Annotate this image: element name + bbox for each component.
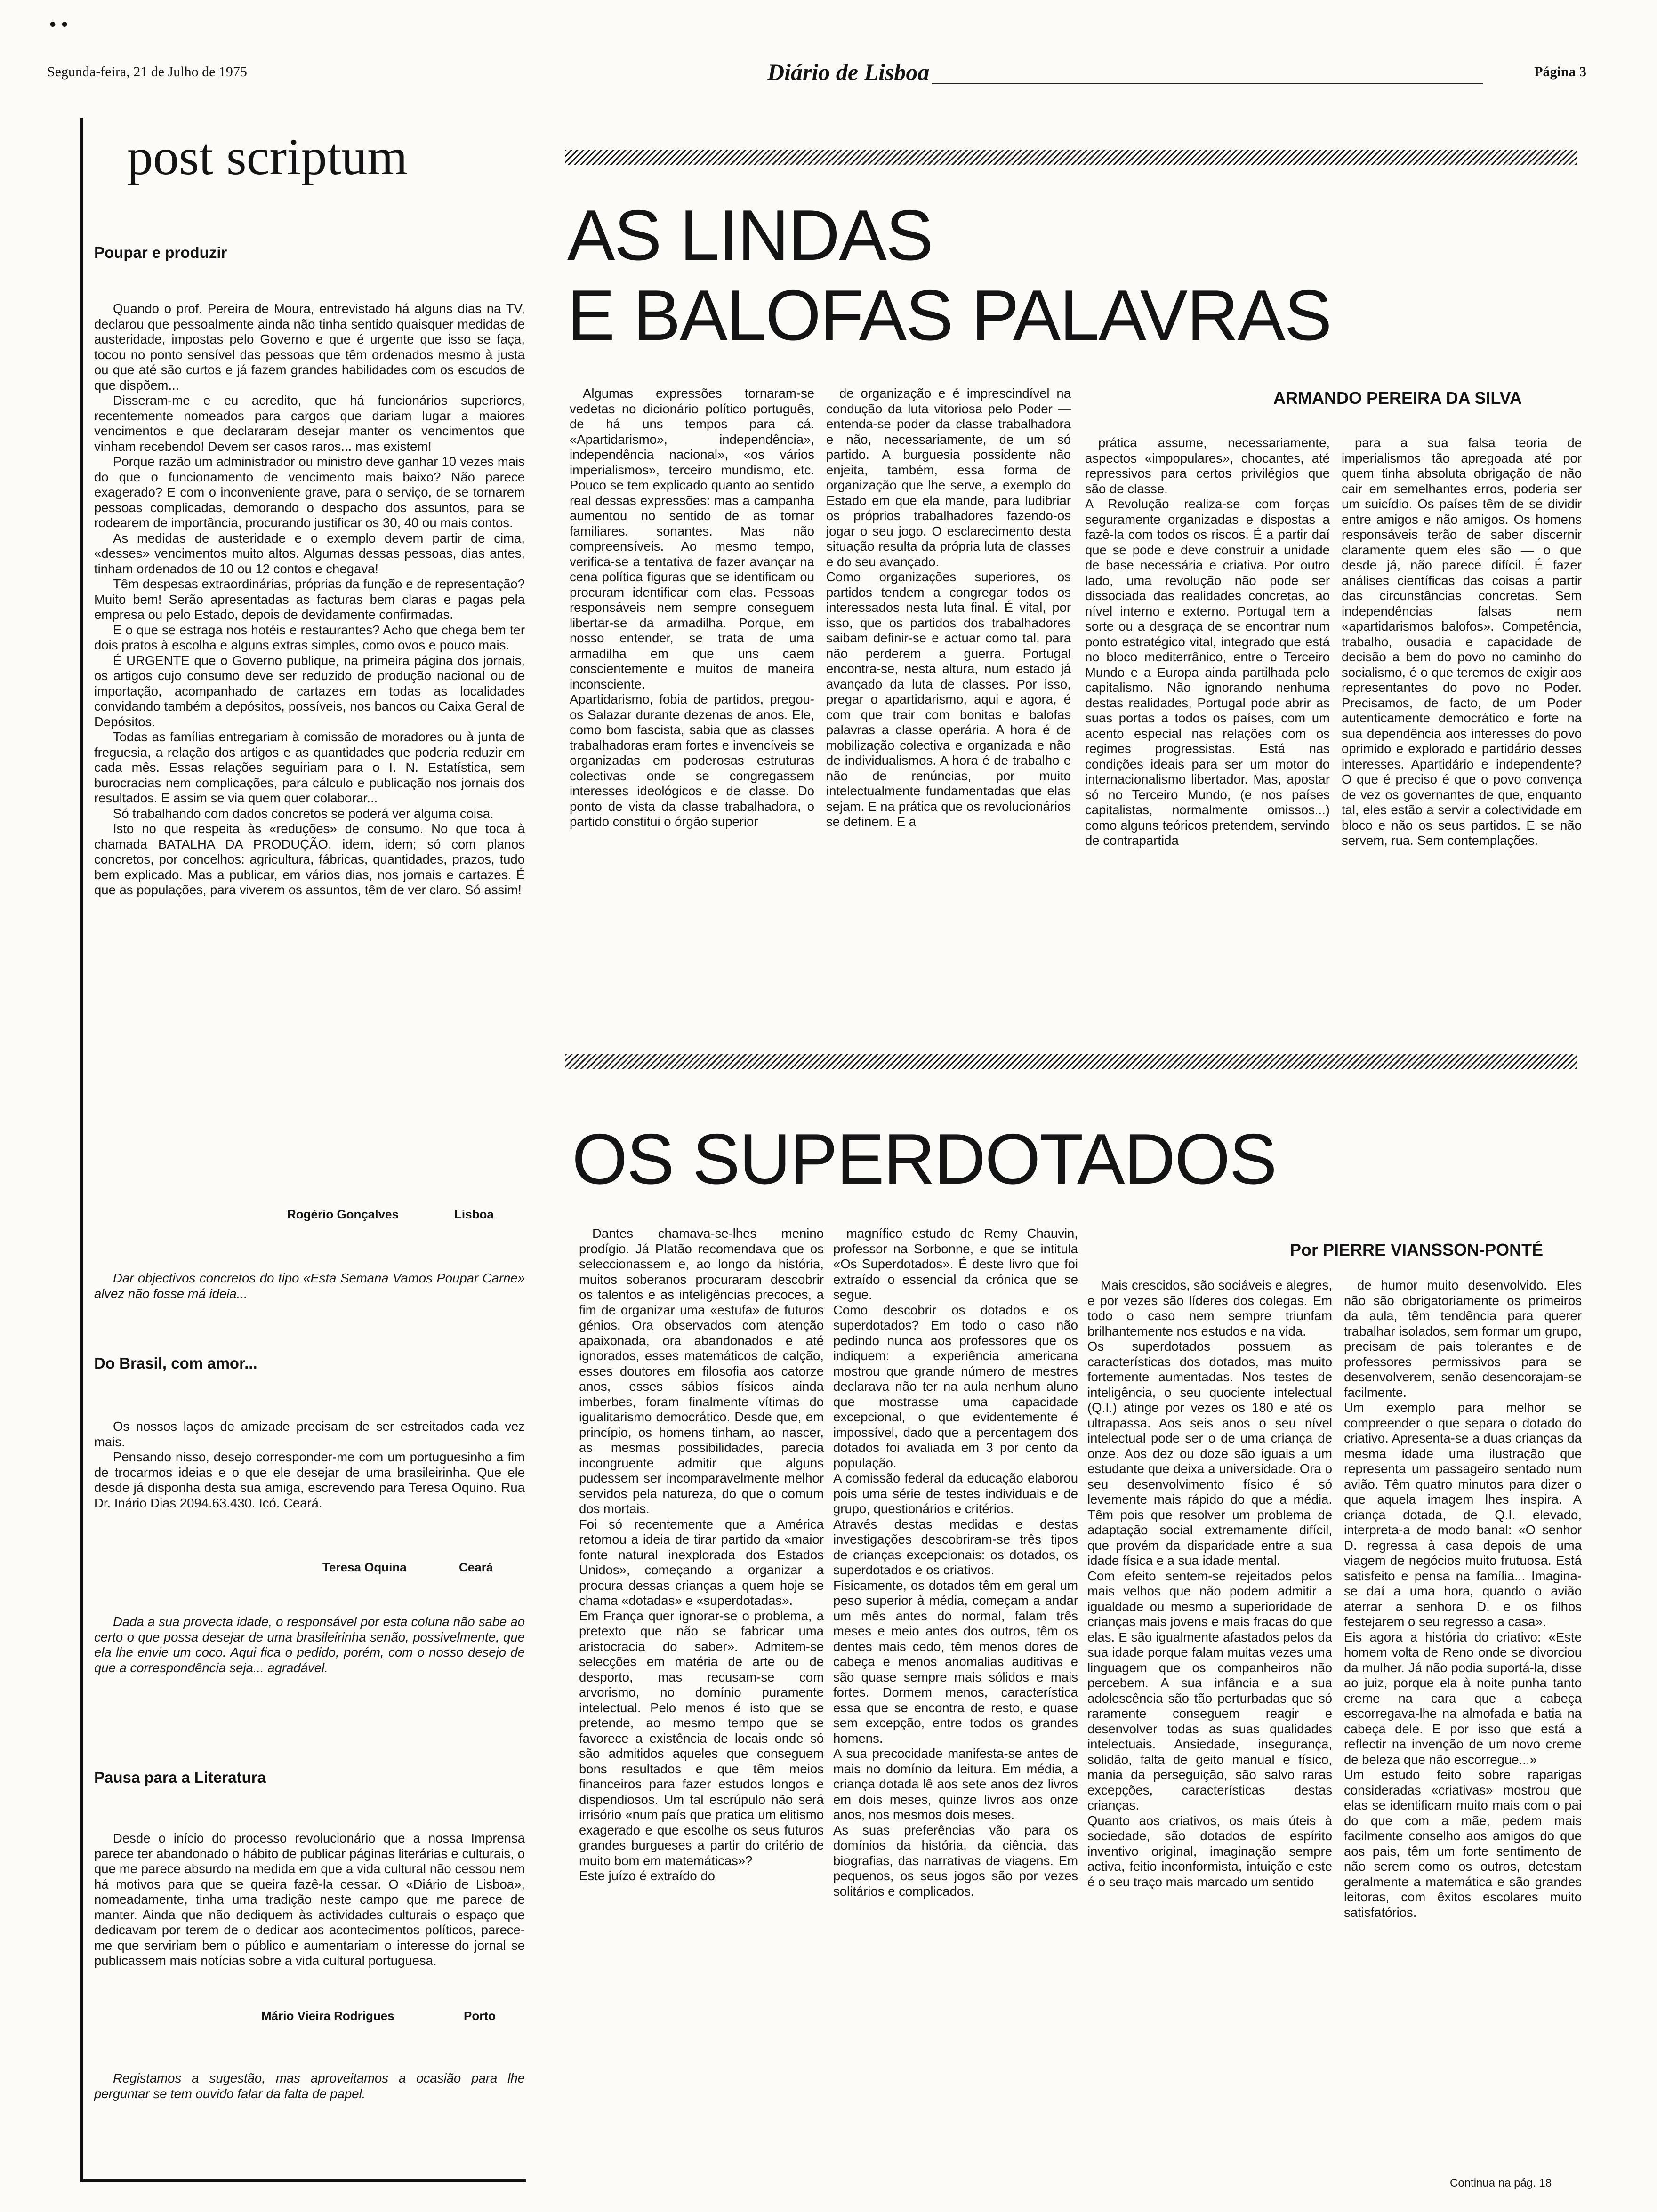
letter1-paragraph: E o que se estraga nos hotéis e restaurantes? Acho que chega bem ter dois pratos à escolha e alguns extras simples, como ovos e pouco mais. [94, 622, 525, 652]
continued-note: Continua na pág. 18 [1450, 2177, 1552, 2189]
article1-column-4 [1342, 435, 1582, 1042]
article2-column-4-text: de humor muito desenvolvido. Eles não são obrigatoriamente os primeiros da aula, têm tendência para querer trabalhar isolados, sem formar um grupo, precisam de pais tolerantes e de professores permissivos para se desenvolverem, senão desencorajam-se facilmente. Um exemplo para melhor se compreender o que separa o dotado do criativo. Apresenta-se a duas crianças da mesma idade uma ilustração que representa um passageiro sentado num avião. Têm quatro minutos para dizer o que aquela imagem lhes inspira. A criança dotada, de Q.I. elevado, interpreta-a de modo banal: «O senhor D. regressa à casa depois de uma viagem de negócios muito frutuosa. Está satisfeito e pensa na família... Imagina-se daí a uma hora, quando o avião aterrar a senhora D. e os filhos festejarem o seu regresso a casa». Eis agora a história do criativo: «Este homem volta de Reno onde se divorciou da mulher. Já não podia suportá-la, disse ao juiz, porque ela à noite punha tanto creme na cara que a cabeça escorregava-lhe na almofada e batia na cabeça dele. E por isso que está a reflectir na invenção de um novo creme de beleza que não escorregue...» Um estudo feito sobre raparigas consideradas «criativas» mostrou que elas se identificam muito mais com o pai do que com a mãe, pedem mais facilmente conselho aos amigos do que aos pais, têm um forte sentimento de não serem como os outros, detestam geralmente a matemática e são grandes leitoras, com êxitos escolares muito satisfatórios. [1344, 1278, 1582, 1920]
letter1-paragraph: Todas as famílias entregariam à comissão de moradores ou à junta de freguesia, a relação dos artigos e as quantidades que poderia reduzir em cada mês. Essas relações seguiriam para o I. N. Estatística, sem burocracias nem complicações, para cálculo e publicação nos jornais dos resultados. E assim se via quem quer colaborar... [94, 729, 525, 805]
article2-column-1-text: Dantes chamava-se-lhes menino prodígio. Já Platão recomendava que os seleccionassem e, ao longo da história, muitos soberanos procuraram descobrir os talentos e as inteligências precoces, a fim de organizar uma «estufa» de futuros génios. Ora observados com atenção apaixonada, ora abandonados e até ignorados, esses matemáticos de calção, esses doutores em filosofia aos catorze anos, esses sábios físicos ainda imberbes, foram finalmente vítimas do igualitarismo democrático. Desde que, em princípio, os homens tinham, ao nascer, as mesmas possibilidades, parecia incongruente admitir que alguns pudessem ser incomparavelmente melhor servidos pela natureza, do que o comum dos mortais. Foi só recentemente que a América retomou a ideia de tirar partido da «maior fonte natural inexplorada dos Estados Unidos», começando a organizar a procura dessas crianças a quem hoje se chama «dotadas» e «superdotadas». Em França quer ignorar-se o problema, a pretexto que não se fabricar uma aristocracia do saber». Admitem-se selecções em matéria de arte ou de desporto, mas recusam-se com arvorismo, no domínio puramente intelectual. Pelo menos é isto que se pretende, ao mesmo tempo que se favorece a existência de locais onde só são admitidos aqueles que conseguem bons resultados e que têm meios financeiros para fazer estudos longos e dispendiosos. Um tal escrúpulo não será irrisório «num país que pratica um elitismo exagerado e que escolhe os seus futuros grandes burgueses a partir do critério de muito bom em matemáticas»? Este juízo é extraído do [579, 1226, 824, 1883]
letter1-paragraph: Isto no que respeita às «reduções» de consumo. No que toca à chamada BATALHA DA PRODUÇÃO, idem, idem; só com planos concretos, por concelhos: agricultura, fábricas, quantidades, prazos, tudo bem explicado. Mas a publicar, em vários dias, nos jornais e cartazes. É que as populações, para viverem os assuntos, têm de ver claro. Só assim! [94, 821, 525, 897]
hatched-band-top [565, 150, 1577, 165]
article1-headline-line1: AS LINDAS [567, 195, 933, 275]
letter2-body [94, 1419, 525, 1511]
article1-column-3 [1085, 435, 1330, 1042]
article1-author: ARMANDO PEREIRA DA SILVA [1273, 388, 1522, 408]
letter1-reply [94, 1271, 525, 1301]
letter1-reply-text: Dar objectivos concretos do tipo «Esta Semana Vamos Poupar Carne» alvez não fosse má ideia... [94, 1271, 525, 1301]
masthead [47, 61, 1586, 89]
article2-author: Por PIERRE VIANSSON-PONTÉ [1290, 1240, 1544, 1259]
letter1-paragraph: Porque razão um administrador ou ministro deve ganhar 10 vezes mais do que o funcionamento de vencimento mais baixo? Não parece exagerado? E com o inconveniente grave, para o serviço, de se tornarem pessoas complicadas, demorando o despacho dos assuntos, para se rodearem de importância, procurando justificar os 30, 40 ou mais contos. [94, 454, 525, 530]
letter1-heading: Poupar e produzir [94, 244, 227, 261]
post-scriptum-title: post scriptum [127, 128, 408, 185]
article1-column-1-text: Algumas expressões tornaram-se vedetas no dicionário político português, de há uns tempos para cá. «Apartidarismo», independência», independência nacional», «os vários imperialismos», terceiro mundismo, etc. Pouco se tem explicado quanto ao sentido real dessas expressões: mas a campanha aumentou no sentido de as tornar familiares, sonantes. Mas não compreensíveis. Ao mesmo tempo, verifica-se a tentativa de fazer avançar na cena política figuras que se identificam ou procuram identificar com elas. Pessoas responsáveis nem sempre conseguem libertar-se da armadilha. Porque, em nosso entender, se trata de uma armadilha em que uns caem conscientemente e muitos de maneira inconsciente. Apartidarismo, fobia de partidos, pregou-os Salazar durante dezenas de anos. Ele, como bom fascista, sabia que as classes trabalhadoras eram fortes e invencíveis se organizadas em poderosas estruturas colectivas onde se congregassem interesses ideológicos e de classe. Do ponto de vista da classe trabalhadora, o partido constitui o órgão superior [570, 386, 814, 829]
letter3-heading: Pausa para a Literatura [94, 1769, 266, 1786]
letter2-paragraph: Os nossos laços de amizade precisam de ser estreitados cada vez mais. [94, 1419, 525, 1449]
letter1-paragraph: Quando o prof. Pereira de Moura, entrevistado há alguns dias na TV, declarou que pessoalmente ainda não tinha sentido quaisquer medidas de austeridade, impostas pelo Governo e que é urgente que isso se faça, tocou no ponto sensível das pessoas que têm ordenados mesmo à justa ou que até são curtos e já fazem grandes habilidades com os escudos de que dispõem... [94, 301, 525, 393]
masthead-paper-name: Diário de Lisboa [767, 59, 930, 85]
hatched-band-middle [565, 1054, 1577, 1069]
letter1-location: Lisboa [454, 1207, 494, 1221]
article1-column-2 [826, 386, 1071, 1042]
article2-headline: OS SUPERDOTADOS [572, 1119, 1276, 1199]
article2-column-1 [579, 1226, 824, 2203]
letter1-paragraph: É URGENTE que o Governo publique, na primeira página dos jornais, os artigos cujo consumo deve ser reduzido de produção nacional ou de importação, acompanhado de cartazes em todas as localidades convidando também a depósitos, possíveis, nos bancos ou Caixa Geral de Depósitos. [94, 653, 525, 729]
letter3-paragraph: Desde o início do processo revolucionário que a nossa Imprensa parece ter abandonado o hábito de publicar páginas literárias e culturais, o que me parece absurdo na medida em que a vida cultural não cessou nem há motivos para que se queira fazê-la cessar. O «Diário de Lisboa», nomeadamente, tinha uma tradição neste campo que me parece de manter. Ainda que não dediquem às actividades culturais o espaço que dedicavam por terem de o dedicar aos acontecimentos políticos, parece-me que serviriam bem o público e aumentariam o interesse do jornal se publicassem mais notícias sobre a vida cultural portuguesa. [94, 1831, 525, 1968]
article1-headline-line2: E BALOFAS PALAVRAS [567, 275, 1331, 355]
letter3-body [94, 1831, 525, 1969]
letter1-body [94, 301, 525, 898]
article1-column-1 [570, 386, 814, 1042]
article2-column-2 [833, 1226, 1078, 2203]
article2-column-3-text: Mais crescidos, são sociáveis e alegres, e por vezes são líderes dos colegas. Em todo o caso nem sempre triunfam brilhantemente nos estudos e na vida. Os superdotados possuem as características dos dotados, mas muito fortemente aumentadas. Nos testes de inteligência, o seu quociente intelectual (Q.I.) atinge por vezes os 180 e até os ultrapassa. Aos seis anos o seu nível intelectual pode ser o de uma criança de onze. Aos dez ou doze são iguais a um estudante que deixa a universidade. Ora o seu desenvolvimento físico é só levemente mais rápido do que a média. Têm pois que resolver um problema de adaptação social extremamente difícil, que provém da disparidade entre a sua idade física e a sua idade mental. Com efeito sentem-se rejeitados pelos mais velhos que não podem admitir a igualdade ou mesmo a superioridade de crianças mais jovens e mais fracas do que elas. E são igualmente afastados pelos da sua idade porque falam muitas vezes uma linguagem que os companheiros não percebem. A sua infância e a sua adolescência são tão perturbadas que só raramente conseguem reagir e desenvolver todas as suas qualidades intelectuais. Ansiedade, insegurança, solidão, falta de geito manual e físico, mania da perseguição, são salvo raras excepções, características destas crianças. Quanto aos criativos, os mais úteis à sociedade, são dotados de espírito inventivo original, imaginação sempre activa, feitio inconformista, intuição e este é o seu traço mais marcado um sentido [1087, 1278, 1332, 1889]
letter2-paragraph: Pensando nisso, desejo corresponder-me com um portuguesinho a fim de trocarmos ideias e o que ele desejar de uma brasileirinha. Que ele desde já disponha desta sua amiga, escrevendo para Teresa Oquino. Rua Dr. Inário Dias 2094.63.430. Icó. Ceará. [94, 1450, 525, 1510]
letter2-reply-text: Dada a sua provecta idade, o responsável por esta coluna não sabe ao certo o que possa desejar de uma brasileirinha senão, possivelmente, que ela lhe envie um coco. Aqui fica o pedido, porém, com o nosso desejo de que a correspondência seja... agradável. [94, 1614, 525, 1675]
letter1-paragraph: As medidas de austeridade e o exemplo devem partir de cima, «desses» vencimentos muito altos. Algumas dessas pessoas, dias antes, tinham ordenados de 10 ou 12 contos e chegava! [94, 530, 525, 576]
letter3-reply [94, 2071, 525, 2101]
article1-column-3-text: prática assume, necessariamente, aspectos «impopulares», chocantes, até repressivos para certos privilégios que são de classe. A Revolução realiza-se com forças seguramente organizadas e dispostas a fazê-la com todos os riscos. É a partir daí que se pode e deve construir a unidade de base necessária e criativa. Por outro lado, uma revolução não pode ser dissociada das realidades concretas, ao nível interno e externo. Portugal tem a sorte ou a desgraça de se encontrar num ponto estratégico vital, integrado que está no bloco mediterrânico, entre o Terceiro Mundo e a Europa ainda partilhada pelo capitalismo. Não ignorando nenhuma destas realidades, Portugal pode abrir as suas portas a todos os países, com um acento especial nas relações com os regimes progressistas. Está nas condições ideais para ser um motor do internacionalismo libertador. Mas, apostar só no Terceiro Mundo, (e nos países capitalistas, normalmente omissos...) como alguns teóricos pretendem, servindo de contrapartida [1085, 435, 1330, 848]
letter1-paragraph: Têm despesas extraordinárias, próprias da função e de representação? Muito bem! Serão apresentadas as facturas bem claras e pagas pela empresa ou pelo Estado, depois de devidamente confirmadas. [94, 577, 525, 622]
masthead-page-number: Página 3 [1534, 64, 1586, 80]
masthead-rule [932, 83, 1483, 84]
letter3-signature: Mário Vieira Rodrigues [261, 2009, 394, 2023]
letter2-reply [94, 1614, 525, 1675]
letter2-location: Ceará [459, 1560, 493, 1574]
masthead-date: Segunda-feira, 21 de Julho de 1975 [47, 64, 247, 80]
corner-dots: • • [49, 14, 68, 35]
letter2-signature: Teresa Oquina [322, 1560, 407, 1574]
letter2-heading: Do Brasil, com amor... [94, 1354, 257, 1372]
article1-column-2-text: de organização e é imprescindível na condução da luta vitoriosa pelo Poder — entenda-se poder da classe trabalhadora e não, necessariamente, de um só partido. A burguesia possidente não enjeita, também, essa forma de organização que lhe serve, a exemplo do Estado em que ela mande, para ludibriar os próprios trabalhadores fazendo-os jogar o seu jogo. O esclarecimento desta situação resulta da própria luta de classes e do seu avançado. Como organizações superiores, os partidos tendem a congregar todos os interessados nesta luta final. É vital, por isso, que os partidos dos trabalhadores saibam definir-se e actuar como tal, para não perderem a guerra. Portugal encontra-se, nesta altura, num estado já avançado da luta de classes. Por isso, pregar o apartidarismo, aqui e agora, é com que trair com bonitas e balofas palavras a classe operária. A hora é de mobilização colectiva e organizada e não de individualismos. A hora é de trabalho e não de renúncias, por muito intelectualmente fundamentadas que elas sejam. E na prática que os revolucionários se definem. E a [826, 386, 1071, 829]
article2-column-4 [1344, 1278, 1582, 2170]
article2-column-3 [1087, 1278, 1332, 2203]
article1-column-4-text: para a sua falsa teoria de imperialismos tão apregoada até por quem tinha absoluta obrigação de não cair em semelhantes erros, poderia ser um suicídio. Os países têm de se dividir entre amigos e não amigos. Os homens responsáveis terão de saber discernir claramente quem eles são — o que desde já, não parece difícil. É fazer análises científicas das coisas a partir das circunstâncias concretas. Sem independências falsas nem «apartidarismos balofos». Competência, trabalho, ousadia e capacidade de decisão a bem do povo no caminho do socialismo, é o que teremos de exigir aos representantes do povo no Poder. Precisamos, de facto, de um Poder autenticamente democrático e forte na sua dependência aos interesses do povo oprimido e explorado e partidário desses interesses. Apartidário e independente? O que é preciso é que o povo convença de vez os governantes de que, enquanto tal, eles estão a servir a colectividade em bloco e não os seus partidos. E se não servem, rua. Sem contemplações. [1342, 435, 1582, 848]
letter3-reply-text: Registamos a sugestão, mas aproveitamos a ocasião para lhe perguntar se tem ouvido falar da falta de papel. [94, 2071, 525, 2101]
letter1-paragraph: Disseram-me e eu acredito, que há funcionários superiores, recentemente nomeados para cargos que dariam lugar a maiores vencimentos e que declararam desejar manter os vencimentos que vinham recebendo! Devem ser casos raros... mas existem! [94, 393, 525, 454]
article2-column-2-text: magnífico estudo de Remy Chauvin, professor na Sorbonne, e que se intitula «Os Superdotados». É deste livro que foi extraído o essencial da crónica que se segue. Como descobrir os dotados e os superdotados? Em todo o caso não pedindo nunca aos professores que os indiquem: a experiência americana mostrou que grande número de mestres declarava não ter na aula nenhum aluno que mostrasse uma capacidade excepcional, o que evidentemente é impossível, dado que a percentagem dos dotados foi avaliada em 3 por cento da população. A comissão federal da educação elaborou pois uma série de testes individuais e de grupo, questionários e critérios. Através destas medidas e destas investigações descobriram-se três tipos de crianças excepcionais: os dotados, os superdotados e os criativos. Fisicamente, os dotados têm em geral um peso superior à média, começam a andar um mês antes do normal, falam três meses e meio antes dos outros, têm os dentes mais cedo, têm menos dores de cabeça e menos anomalias auditivas e são quase sempre mais sólidos e mais fortes. Dormem menos, característica essa que se encontra de resto, e quase sem excepção, entre todos os grandes homens. A sua precocidade manifesta-se antes de mais no domínio da leitura. Em média, a criança dotada lê aos sete anos dez livros em dois meses, quinze livros aos onze anos, nos mesmos dois meses. As suas preferências vão para os domínios da história, da ciência, das biografias, das narrativas de viagens. Em pequenos, os seus jogos são por vezes solitários e complicados. [833, 1226, 1078, 1899]
letter3-location: Porto [464, 2009, 496, 2023]
letter1-paragraph: Só trabalhando com dados concretos se poderá ver alguma coisa. [113, 806, 494, 821]
letter1-signature: Rogério Gonçalves [287, 1207, 399, 1221]
